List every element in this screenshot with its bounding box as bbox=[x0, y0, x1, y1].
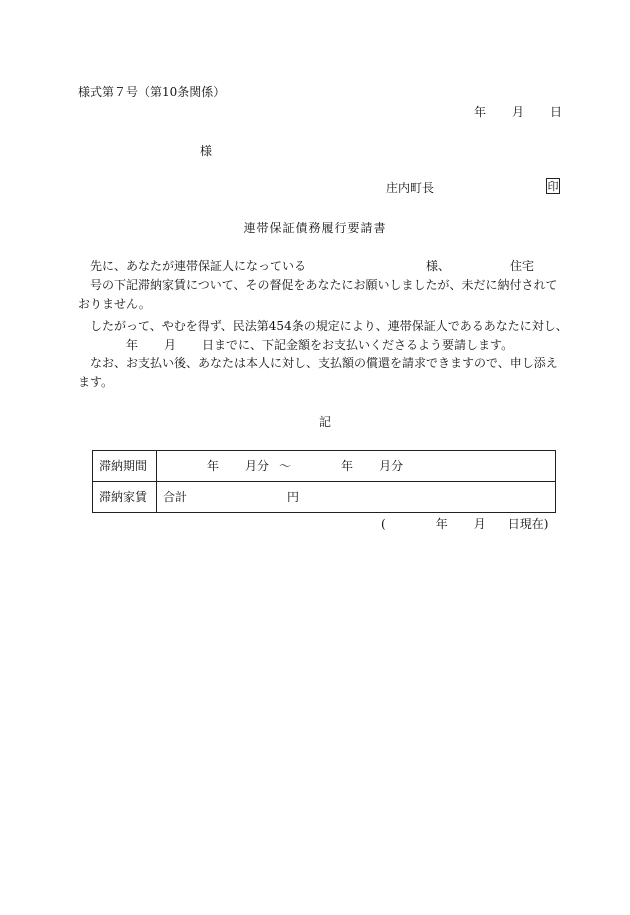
paragraph-1-line-3: おりません。 bbox=[78, 297, 151, 311]
period-label: 滞納期間 bbox=[93, 451, 157, 482]
date-year: 年 bbox=[474, 105, 487, 119]
record-mark: 記 bbox=[318, 415, 331, 429]
as-of-date: ( 年 月 日現在) bbox=[381, 517, 549, 531]
sender-title: 庄内町長 bbox=[386, 181, 435, 195]
paragraph-2-line-2: 年 月 日までに、下記金額をお支払いくださるよう要請します。 bbox=[126, 338, 514, 352]
seal-box: 印 bbox=[547, 179, 559, 193]
period-value: 年 月分 〜 年 月分 bbox=[157, 451, 556, 482]
date-month: 月 bbox=[512, 105, 525, 119]
addressee-honorific: 様 bbox=[200, 144, 213, 158]
table-row bbox=[93, 482, 556, 513]
arrears-table bbox=[92, 450, 556, 513]
rent-value: 合計 円 bbox=[157, 482, 556, 513]
date-line bbox=[474, 106, 562, 118]
paragraph-1-line-1: 先に、あなたが連帯保証人になっている 様、 住宅 bbox=[90, 259, 535, 273]
date-day: 日 bbox=[550, 105, 563, 119]
paragraph-1-line-2: 号の下記滞納家賃について、その督促をあなたにお願いしましたが、未だに納付されて bbox=[90, 278, 558, 292]
form-number: 様式第７号（第10条関係） bbox=[78, 85, 226, 99]
paragraph-3-line-2: ます。 bbox=[78, 375, 114, 389]
paragraph-3-line-1: なお、お支払い後、あなたは本人に対し、支払額の償還を請求できますので、申し添え bbox=[90, 356, 558, 370]
table-row bbox=[93, 451, 556, 482]
paragraph-2-line-1: したがって、やむを得ず、民法第454条の規定により、連帯保証人であるあなたに対し、 bbox=[90, 319, 568, 333]
document-title: 連帯保証債務履行要請書 bbox=[243, 221, 387, 235]
rent-label: 滞納家賃 bbox=[93, 482, 157, 513]
